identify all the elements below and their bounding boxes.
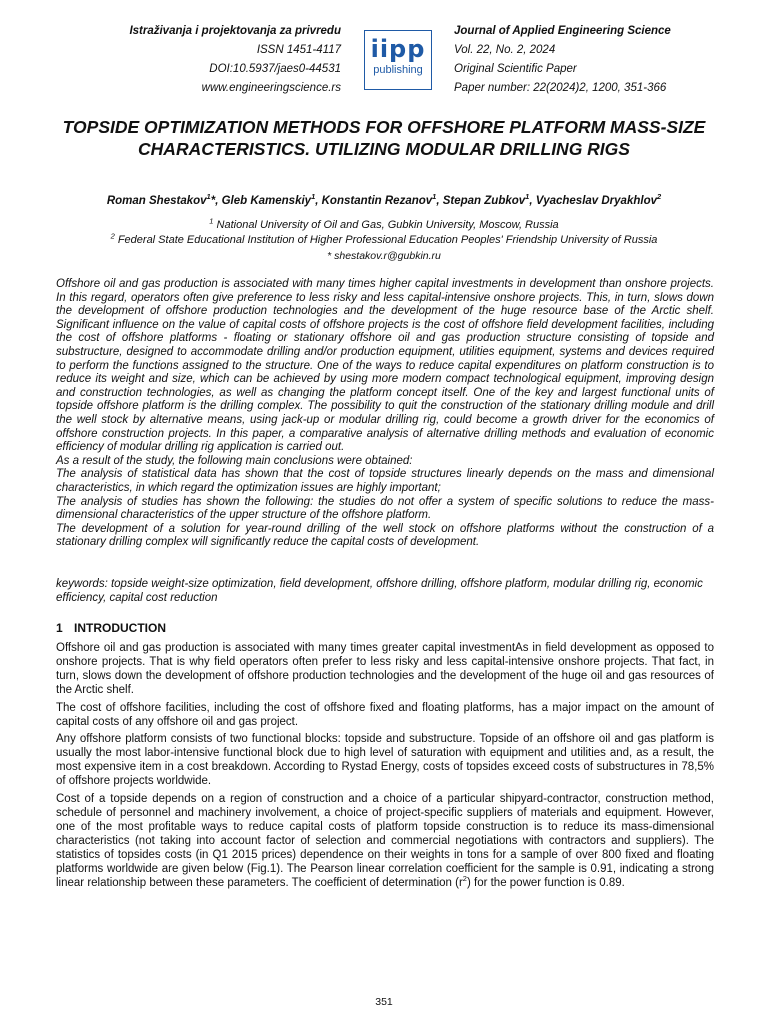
body-paragraph: Offshore oil and gas production is associated with many times greater capital investmentAs in field development as opposed to onshore projects. That is why field operators often prefer to less risky and less capital-intensive onshore projects. That fact, in turn, slows down the development of offshore production technologies and the development of the huge oil and gas resources of the Arctic shelf. <box>56 642 714 696</box>
section-heading <box>56 621 166 635</box>
body-paragraph: Cost of a topside depends on a region of construction and a choice of a particular shipyard-contractor, construction method, schedule of personnel and machinery involvement, a choice of project-specific suppliers of materials and equipment. However, one of the most profitable ways to reduce capital costs of platform topside construction is to reduce its mass-dimensional characteristics (not taking into account factor of selection and commercial negotiations with contractors and suppliers). The statistics of topsides costs (in Q1 2015 prices) dependence on their weights in tons for a sample of over 800 fixed and floating platforms worldwide are given below (Fig.1). The Pearson linear correlation coefficient for the sample is 0.91, indicating a strong linear relationship between these parameters. The coefficient of determination $(r^2)$ for the power function is 0.89. <box>56 793 714 889</box>
body-paragraph: The cost of offshore facilities, including the cost of offshore fixed and floating platforms, has a major impact on the amount of capital costs of any offshore oil and gas project. <box>56 701 714 728</box>
keywords: keywords: topside weight-size optimization, field development, offshore drilling, offshore platform, modular drilling rig, economic efficiency, capital cost reduction <box>56 578 703 604</box>
affiliation-1: $^1$ National University of Oil and Gas, Gubkin University, Moscow, Russia <box>209 216 559 231</box>
abstract-paragraph: As a result of the study, the following main conclusions were obtained: <box>56 454 413 467</box>
affiliation-2: $^2$ Federal State Educational Institution of Higher Professional Education Peoples' Friendship University of Russia <box>110 231 658 246</box>
header-left <box>56 22 341 98</box>
paper-title: TOPSIDE OPTIMIZATION METHODS FOR OFFSHORE PLATFORM MASS-SIZE CHARACTERISTICS. UTILIZING MODULAR DRILLING RIGS <box>62 117 706 159</box>
section-number: 1 <box>56 621 63 635</box>
abstract <box>56 278 714 550</box>
author: Roman Shestakov$^1$* <box>106 192 216 207</box>
abstract-paragraph: The analysis of studies has shown the following: the studies do not offer a system of specific solutions to reduce the mass-dimensional characteristics of the upper structure of the offshore platform. <box>56 495 714 522</box>
logo-text: publishing <box>373 64 423 76</box>
abstract-paragraph: The analysis of statistical data has shown that the cost of topside structures linearly depends on the mass and dimensional characteristics, in which regard the optimization issues are highly important; <box>56 468 714 494</box>
issn: ISSN 1451-4117 <box>256 44 341 56</box>
paper-number: Paper number: 22(2024)2, 1200, 351-366 <box>454 82 667 94</box>
doi: DOI:10.5937/jaes0-44531 <box>209 63 341 75</box>
journal-name: Journal of Applied Engineering Science <box>454 25 671 37</box>
author-list: Roman Shestakov$^1$*, Gleb Kamenskiy$^1$, Konstantin Rezanov$^1$, Stepan Zubkov$^1$, Vyacheslav Dryakhlov$^2$ <box>106 192 662 207</box>
publisher-logo <box>364 30 432 90</box>
section-title: INTRODUCTION <box>74 621 166 635</box>
body-text <box>56 642 714 894</box>
author: Konstantin Rezanov$^1$ <box>321 192 437 207</box>
author: Stepan Zubkov$^1$ <box>442 192 530 207</box>
journal-header <box>56 22 712 102</box>
page-number: 351 <box>375 996 393 1008</box>
logo-mark: iipp <box>370 35 426 63</box>
abstract-paragraph: The development of a solution for year-round drilling of the well stock on offshore platforms without the construction of a stationary drilling complex will significantly reduce the capital costs of development. <box>56 522 714 549</box>
paper-type: Original Scientific Paper <box>454 63 577 75</box>
author: Gleb Kamenskiy$^1$ <box>221 192 316 207</box>
body-paragraph: Any offshore platform consists of two functional blocks: topside and substructure. Topside of an offshore oil and gas platform is usually the most labor-intensive functional block due to high level of saturation with equipment and utilities and, as a result, the most expensive item in a cost breakdown. According to Rystad Energy, costs of topsides exceed costs of substructures in 78,5% of offshore projects worldwide. <box>56 733 714 788</box>
volume: Vol. 22, No. 2, 2024 <box>454 44 556 56</box>
author: Vyacheslav Dryakhlov$^2$ <box>535 192 662 207</box>
header-right <box>454 22 714 98</box>
website: www.engineeringscience.rs <box>201 82 341 94</box>
corresponding-email: * shestakov.r@gubkin.ru <box>327 250 441 262</box>
publisher-name: Istraživanja i projektovanja za privredu <box>129 25 341 37</box>
abstract-paragraph: Offshore oil and gas production is associated with many times higher capital investments in development than onshore projects. In this regard, operators often give preference to less risky and less capital-intensive onshore projects. This, in turn, slows down the development of offshore production technologies and the development of the huge resource base of the Arctic shelf. Significant influence on the value of capital costs of offshore projects is the cost of offshore field development facilities, including the cost of offshore platforms - floating or stationary offshore oil and gas production structure consisting of topside and substructure, designed to accommodate drilling and/or production equipment, utilities equipment, systems and devices required to perform the functions assigned to the structure. One of the ways to reduce capital expenditures on platform construction is to reduce its weight and size, which can be achieved by using more modern compact technological equipment, improving design and construction technologies, as well as changing the platform concept itself. One of the key and largest functional units of topside offshore platform is the drilling complex. The possibility to quit the construction of the stationary drilling module and drill the well stock by alternative means, using jack-up or modular drilling rig, could become a growth driver for the economics of offshore construction projects. In this paper, a comparative analysis of alternative drilling methods and evaluation of economic efficiency of modular drilling rig application is carried out. <box>56 278 714 454</box>
